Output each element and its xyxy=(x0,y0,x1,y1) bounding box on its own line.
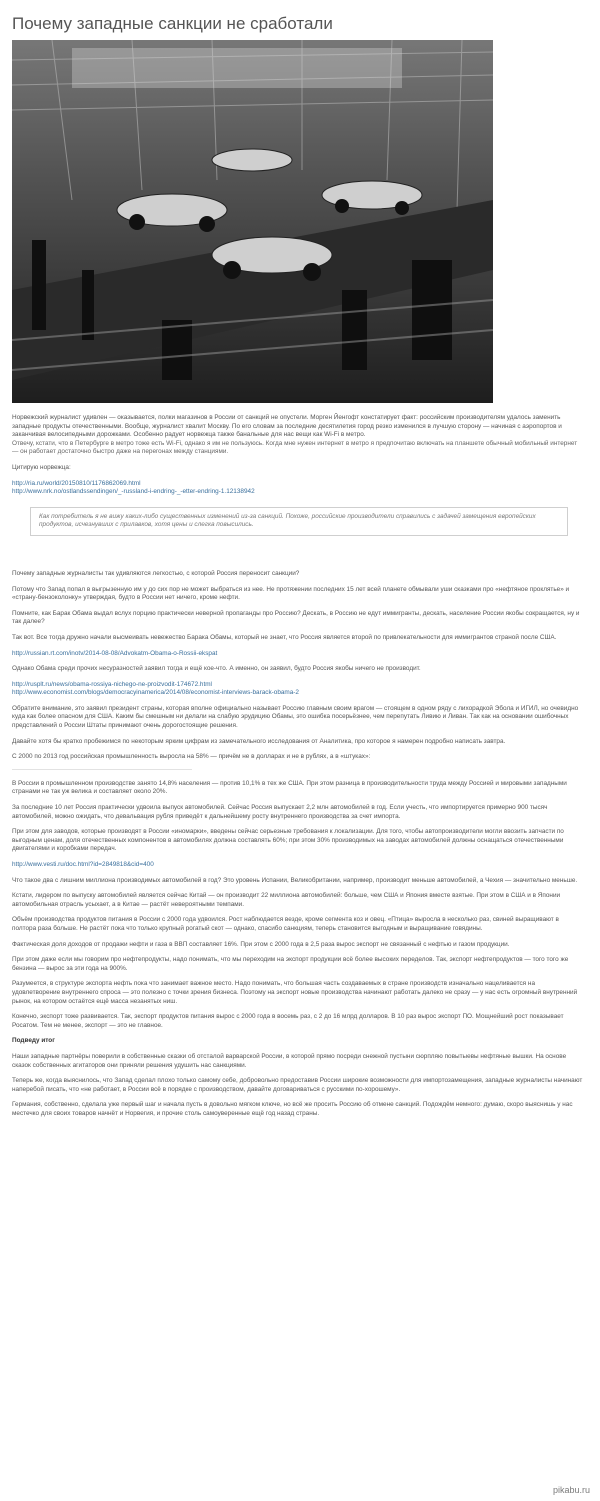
paragraph: Германия, собственно, сделала уже первый шаг и начала пусть в довольно мягком ключе, но всё же просить Россию об отмене санкций. Подождём немного: думаю, скоро выяснишь у нас местечко для своих товаров начнёт и Норвегия, и прочие столь самоуверенные ещё год назад страны. xyxy=(12,1101,573,1117)
link-group xyxy=(12,650,584,659)
paragraph: Отвечу, кстати, что в Петербурге в метро тоже есть Wi-Fi, однако я им не пользуюсь. Когда мне нужен интернет в метро я предпочитаю включать на планшете обычный мобильный интернет — он работает достаточно быстро даже на перегонах между станциями. xyxy=(12,439,578,456)
paragraph: Норвежский журналист удивлен — оказывается, полки магазинов в России от санкций не опустели. Морген Йенгофт констатирует факт: российским производителям удалось заменить западные продукты отечественными. Вообще, журналист хвалит Москву. По его словам за последние десятилетия город резко изменился в лучшую сторону — начиная с аэропортов и заканчивая велосипедными дорожками. Особенно радует норвежца также банальные для нас вещи как Wi-Fi в метро. xyxy=(12,414,562,439)
factory-photo xyxy=(12,40,493,403)
factory-assembly-line-photo xyxy=(12,40,493,403)
source-link[interactable]: http://ria.ru/world/20150810/1176862069.html xyxy=(12,479,141,487)
source-link[interactable]: http://russian.rt.com/inotv/2014-08-08/Advokatm-Obama-o-Rossii-ekspat xyxy=(12,649,218,657)
source-link[interactable]: http://www.nrk.no/ostlandssendingen/_-russland-i-endring-_-etter-endring-1.12138942 xyxy=(12,488,255,496)
paragraph: Почему западные журналисты так удивляются легкостью, с которой Россия переносит санкции? xyxy=(12,569,300,577)
paragraph: Теперь же, когда выяснилось, что Запад сделал плохо только самому себе, добровольно предоставив России широкие возможности для импортозамещения, западные журналисты начинают наперебой писать, что «не работает, в России всё в порядке с производством, давайте договариваться с русскими по-хорошему». xyxy=(12,1077,583,1093)
article-body xyxy=(12,414,584,1125)
paragraph: Наши западные партнёры поверили в собственные сказки об отсталой варварской России, в которой прямо посреди снежной пустыни сюрпляю повытыевы нефтяные вышки. На основе сказок собственных агитаторов они приняли решения удушить нас санкциями. xyxy=(12,1052,567,1069)
watermark: pikabu.ru xyxy=(552,1485,590,1495)
paragraph: Конечно, экспорт тоже развивается. Так, экспорт продуктов питания вырос с 2000 года в восемь раз, с 2 до 16 млрд долларов. В 10 раз вырос экспорт ПО. Мощнейший рост показывает Росатом. Тем не менее, экспорт — это не главное. xyxy=(12,1013,564,1029)
paragraph: Кстати, лидером по выпуску автомобилей является сейчас Китай — он производит 22 миллиона автомобилей: больше, чем США и Япония вместе взятые. При этом в США и в Японии автомобильная отрасль усыхает, а в Китае — растёт невероятными темпами. xyxy=(12,892,561,908)
link-group xyxy=(12,480,584,497)
summary-heading: Подведу итог xyxy=(12,1037,55,1045)
paragraph: Обратите внимание, это заявил президент страны, которая вполне официально называет Россию главным своим врагом — стоящем в одном ряду с лихорадкой Эбола и ИГИЛ, но очевидно куда как более опасном для США. Каким бы смешным ни делали на слабую эрудицию Обамы, это ошибка посерьёзнее, чем перепутать Ливию и Ливан. Так как на основании ошибочных представлений о России Штаты принимают очень дорогостоящие решения. xyxy=(12,704,579,730)
source-link[interactable]: http://rusplt.ru/news/obama-rossiya-nichego-ne-proizvodit-174672.html xyxy=(12,680,212,688)
source-link[interactable]: http://www.vesti.ru/doc.html?id=2849818&cid=400 xyxy=(12,861,154,868)
source-link[interactable]: http://www.economist.com/blogs/democracyinamerica/2014/08/economist-interviews-barack-obama-2 xyxy=(12,689,299,697)
paragraph: Помните, как Барак Обама выдал вслух порцию практически неверной пропаганды про Россию? Дескать, в Россию не едут иммигранты, дескать, население России якобы сокращается, ну и так далее? xyxy=(12,609,580,626)
link-group xyxy=(12,681,584,698)
paragraph: При этом даже если мы говорим про нефтепродукты, надо понимать, что мы переходим на экспорт продукции всё более высоких переделов. Так, экспорт нефтепродуктов — того того же бензина — вырос за эти года на 900%. xyxy=(12,956,569,972)
divider xyxy=(12,769,192,770)
paragraph: Объём производства продуктов питания в России с 2000 года удвоился. Рост наблюдается везде, кроме сегмента коз и овец. «Птица» выросла в несколько раз, свиней выращивают в полтора раза больше. Не растёт пока что только крупный рогатый скот — однако, спасибо санкциям, теперь становится выгодным и выращивание говядины. xyxy=(12,916,559,932)
paragraph: При этом для заводов, которые производят в России «иномарки», введены сейчас серьезные требования к локализации. Для того, чтобы автопроизводители могли ввозить запчасти по выгодным ценам, доля отечественных компонентов в автомобилях должна составлять 60%; при этом 30% производимых на заводах автомобилей должны оснащаться отечественными двигателями и коробками передач. xyxy=(12,828,564,853)
paragraph: Потому что Запад попал в выгрызенную им у до сих пор не может выбраться из нее. Не протяжении последних 15 лет всей планете обмывали уши сказками про «нефтяное проклятье» и «страну-бензоколонку» утверждая, будто в России нет ничего, кроме нефти. xyxy=(12,585,570,602)
paragraph: С 2000 по 2013 год российская промышленность выросла на 58% — причём не в долларах и не в рублях, а в «штуках»: xyxy=(12,753,371,761)
paragraph: Фактическая доля доходов от продажи нефти и газа в ВВП составляет 16%. При этом с 2000 года в 2,5 раза вырос экспорт не связанный с нефтью и газом продукции. xyxy=(12,940,510,948)
paragraph: За последние 10 лет Россия практически удвоила выпуск автомобилей. Сейчас Россия выпускает 2,2 млн автомобилей в год. Если учесть, что импортируется примерно 900 тысяч автомобилей, можно ожидать, что девальвация рубля приведёт к дальнейшему росту внутреннего производства за счет импорта. xyxy=(12,804,548,820)
paragraph: Что такое два с лишним миллиона производимых автомобилей в год? Это уровень Испании, Великобритании, например, производит меньше автомобилей, а Чехия — значительно меньше. xyxy=(12,876,578,884)
article-title: Почему западные санкции не сработали xyxy=(12,14,333,33)
link-group xyxy=(12,861,584,870)
paragraph: Однако Обама среди прочих несуразностей заявил тогда и ещё кое-что. А именно, он заявил, будто Россия якобы ничего не производит. xyxy=(12,665,421,673)
paragraph: Давайте хотя бы кратко пробежимся по некоторым ярким цифрам из замечательного исследования от Аналитика, про которое я намерен подробно написать завтра. xyxy=(12,737,506,745)
paragraph: Разумеется, в структуре экспорта нефть пока что занимает важное место. Надо понимать, что большая часть создаваемых в стране производств изначально нацеливается на удовлетворение внутреннего спроса — это полезно с точки зрения бизнеса. Поэтому на экспорт новые производства начинают работать далеко не сразу — у нас есть огромный внутренний рынок, на котором остаётся ещё масса незанятых ниш. xyxy=(12,980,578,1005)
paragraph: Цитирую норвежца: xyxy=(12,463,71,471)
paragraph: Так вот. Все тогда дружно начали высмеивать невежество Барака Обамы, который не знает, что Россия является второй по привлекательности для иммигрантов страной после США. xyxy=(12,633,557,641)
quote-block: Как потребитель я не вижу каких-либо существенных изменений из-за санкций. Похоже, российские производители справились с задачей замещения европейских продуктов, исчезнувших с прилавков, хотя цены и слегка повысились. xyxy=(30,507,568,536)
paragraph: В России в промышленном производстве занято 14,8% населения — против 10,1% в тех же США. При этом разница в производительности труда между Россией и мировыми западными странами не так уж велика и составляет около 20%. xyxy=(12,779,567,796)
